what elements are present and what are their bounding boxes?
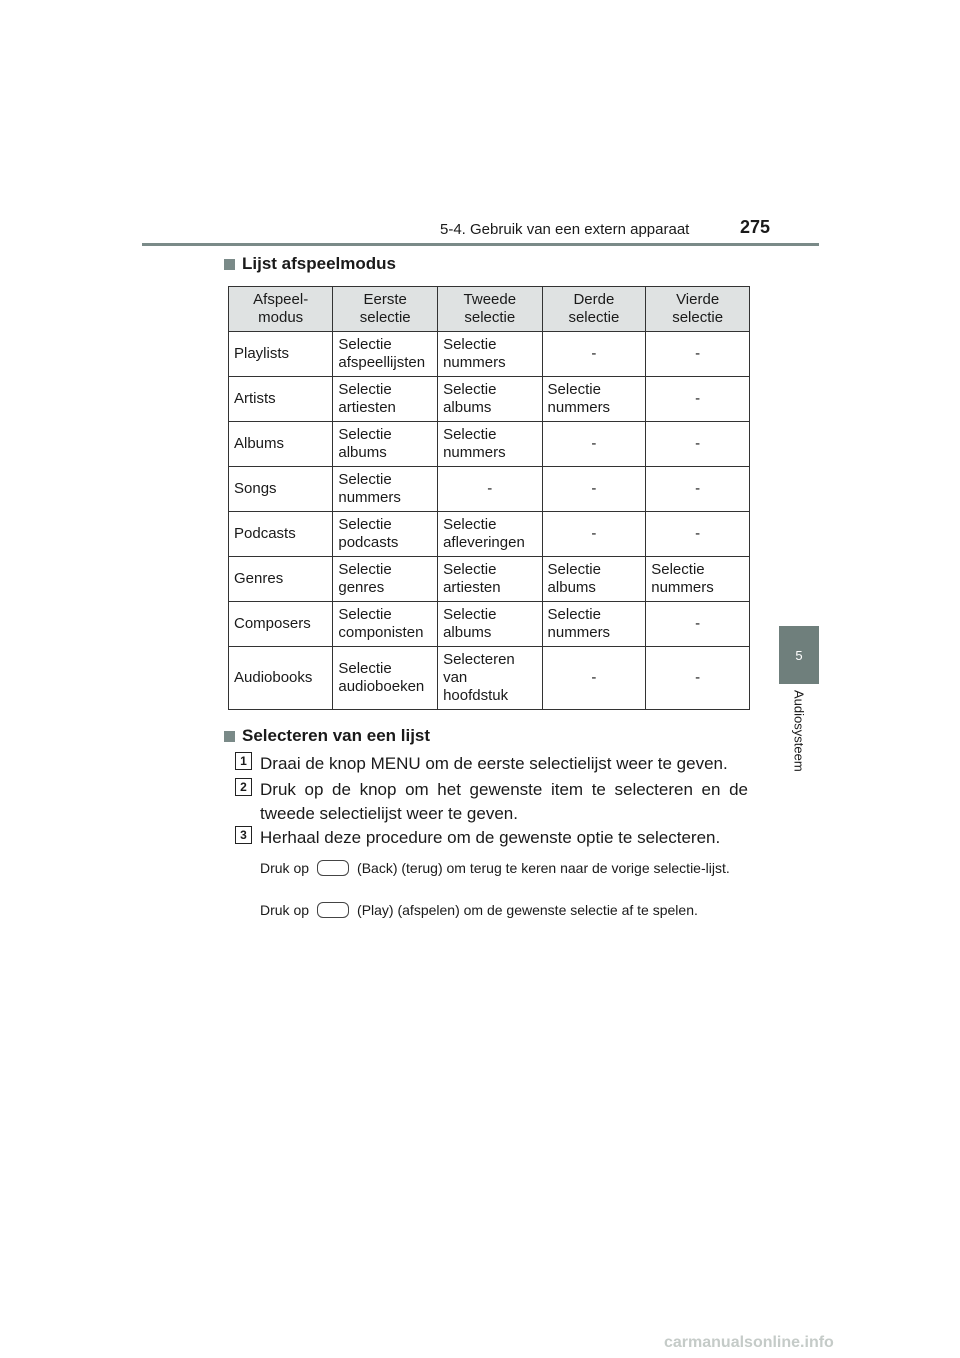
- table-cell: Selectie albums: [542, 557, 646, 602]
- table-cell: Selectie albums: [438, 377, 542, 422]
- table-cell: -: [542, 422, 646, 467]
- chapter-number: 5: [795, 647, 803, 663]
- step-3: [236, 826, 748, 850]
- chapter-label-container: [776, 690, 822, 800]
- square-bullet-icon: [224, 731, 235, 742]
- step-number-icon: 2: [235, 778, 252, 796]
- table-row-label: Genres: [229, 557, 333, 602]
- table-cell: -: [542, 467, 646, 512]
- table-cell: -: [646, 377, 750, 422]
- step-number-icon: 3: [235, 826, 252, 844]
- table-row-label: Composers: [229, 602, 333, 647]
- table-cell: Selectie afleveringen: [438, 512, 542, 557]
- table-cell: Selectie nummers: [333, 467, 438, 512]
- page-number: 275: [740, 217, 771, 237]
- table-row: [229, 377, 750, 422]
- step-text: Druk op de knop om het gewenste item te selecteren en de tweede selectielijst weer te geven.: [260, 780, 748, 823]
- back-button-icon: [317, 860, 349, 876]
- table-row: [229, 602, 750, 647]
- table-row: [229, 557, 750, 602]
- note-text-after: (Back) (terug) om terug te keren naar de vorige selectie-lijst.: [357, 860, 730, 876]
- watermark: carmanualsonline.info: [664, 1334, 834, 1351]
- table-cell: -: [542, 512, 646, 557]
- table-cell: -: [646, 602, 750, 647]
- note-back: [260, 858, 746, 878]
- table-cell: -: [646, 422, 750, 467]
- step-text: Draai de knop MENU om de eerste selectielijst weer te geven.: [260, 754, 728, 773]
- table-row: [229, 647, 750, 710]
- note-text-before: Druk op: [260, 860, 310, 876]
- table-cell: -: [542, 647, 646, 710]
- square-bullet-icon: [224, 259, 235, 270]
- table-cell: Selectie genres: [333, 557, 438, 602]
- table-header-cell: Vierde selectie: [646, 287, 750, 332]
- step-1: [236, 752, 748, 776]
- table-cell: Selectie artiesten: [333, 377, 438, 422]
- chapter-tab: [779, 626, 819, 684]
- table-cell: Selectie nummers: [646, 557, 750, 602]
- header-title: 5-4. Gebruik van een extern apparaat: [440, 221, 690, 238]
- table-row-label: Podcasts: [229, 512, 333, 557]
- table-cell: -: [646, 647, 750, 710]
- table-cell: Selectie albums: [438, 602, 542, 647]
- step-text: Herhaal deze procedure om de gewenste optie te selecteren.: [260, 828, 721, 847]
- section-heading-text: Selecteren van een lijst: [242, 726, 431, 745]
- table-row-label: Songs: [229, 467, 333, 512]
- table-header-cell: Derde selectie: [542, 287, 646, 332]
- section-heading-text: Lijst afspeelmodus: [242, 254, 396, 273]
- table-row-label: Playlists: [229, 332, 333, 377]
- table-cell: Selecteren van hoofdstuk: [438, 647, 542, 710]
- section-heading-playmode: [224, 254, 396, 274]
- chapter-label: Audiosysteem: [791, 690, 807, 772]
- play-button-icon: [317, 902, 349, 918]
- table-cell: Selectie albums: [333, 422, 438, 467]
- table-cell: -: [646, 332, 750, 377]
- table-row: [229, 467, 750, 512]
- table-row-label: Artists: [229, 377, 333, 422]
- table-cell: Selectie componisten: [333, 602, 438, 647]
- table-cell: Selectie nummers: [542, 602, 646, 647]
- step-2: [236, 778, 748, 826]
- table-cell: -: [438, 467, 542, 512]
- section-heading-select-list: [224, 726, 430, 746]
- note-play: [260, 900, 746, 920]
- table-row-label: Audiobooks: [229, 647, 333, 710]
- table-row: [229, 422, 750, 467]
- step-number-icon: 1: [235, 752, 252, 770]
- header-rule: [142, 243, 819, 246]
- note-text-after: (Play) (afspelen) om de gewenste selectie af te spelen.: [357, 902, 698, 918]
- table-cell: Selectie nummers: [438, 422, 542, 467]
- table-cell: -: [646, 512, 750, 557]
- table-cell: Selectie afspeellijsten: [333, 332, 438, 377]
- table-cell: Selectie nummers: [542, 377, 646, 422]
- table-cell: Selectie podcasts: [333, 512, 438, 557]
- table-cell: -: [542, 332, 646, 377]
- table-header-cell: Afspeel- modus: [229, 287, 333, 332]
- table-row-label: Albums: [229, 422, 333, 467]
- table-cell: Selectie nummers: [438, 332, 542, 377]
- table-cell: Selectie artiesten: [438, 557, 542, 602]
- table-cell: Selectie audioboeken: [333, 647, 438, 710]
- playmode-table: [228, 286, 750, 710]
- table-header-row: [229, 287, 750, 332]
- note-text-before: Druk op: [260, 902, 310, 918]
- table-header-cell: Tweede selectie: [438, 287, 542, 332]
- table-row: [229, 512, 750, 557]
- table-row: [229, 332, 750, 377]
- table-cell: -: [646, 467, 750, 512]
- table-header-cell: Eerste selectie: [333, 287, 438, 332]
